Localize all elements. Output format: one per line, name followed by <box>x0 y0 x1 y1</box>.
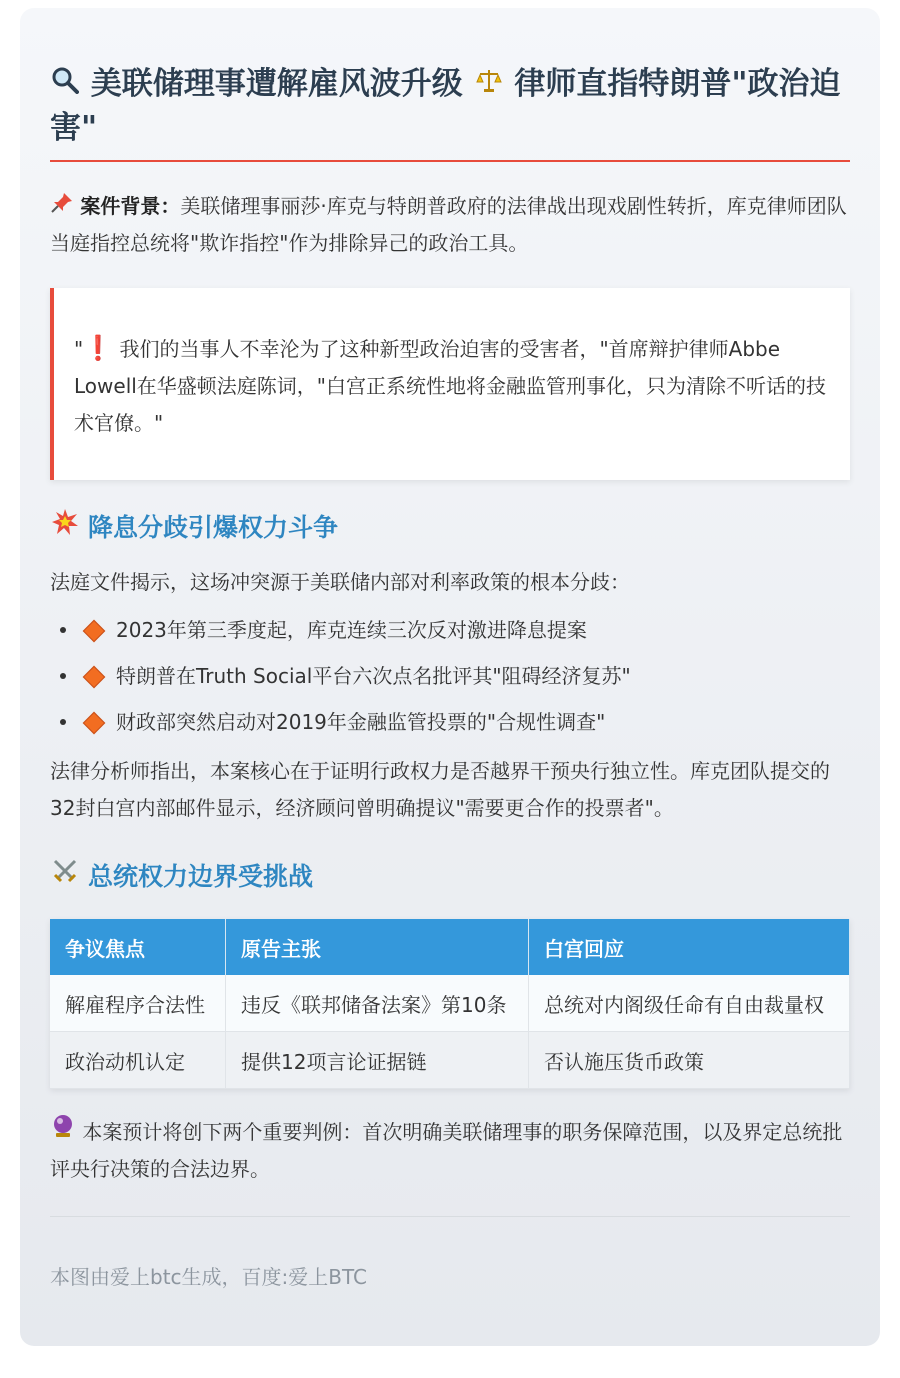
orange-diamond-icon <box>83 620 106 643</box>
table-header: 争议焦点 <box>50 919 226 975</box>
table-cell: 政治动机认定 <box>50 1032 226 1089</box>
table-header: 原告主张 <box>226 919 529 975</box>
quote-text: 我们的当事人不幸沦为了这种新型政治迫害的受害者，"首席辩护律师Abbe Lowell在华盛顿法庭陈词，"白宫正系统性地将金融监管刑事化，只为清除不听话的技术官僚。" <box>74 337 827 435</box>
table-header: 白宫回应 <box>529 919 850 975</box>
page-title <box>50 8 850 162</box>
magnifier-icon <box>50 62 80 106</box>
blockquote <box>50 288 850 480</box>
pushpin-icon <box>50 194 80 218</box>
intro-paragraph <box>50 188 850 262</box>
table-row <box>50 975 850 1032</box>
intro-text: 美联储理事丽莎·库克与特朗普政府的法律战出现戏剧性转折，库克律师团队当庭指控总统将"欺诈指控"作为排除异己的政治工具。 <box>50 194 847 255</box>
list-item-text: 2023年第三季度起，库克连续三次反对激进降息提案 <box>116 618 587 642</box>
list-item <box>86 661 850 691</box>
title-part2: 律师直指特朗普"政治迫害" <box>50 66 841 146</box>
section-heading-power <box>50 857 850 895</box>
quote-open-mark: " <box>74 337 84 361</box>
table-cell: 总统对内阁级任命有自由裁量权 <box>529 975 850 1032</box>
list-item <box>86 615 850 645</box>
list-item-text: 财政部突然启动对2019年金融监管投票的"合规性调查" <box>116 710 606 734</box>
section1-lead: 法庭文件揭示，这场冲突源于美联储内部对利率政策的根本分歧： <box>50 570 630 594</box>
crystal-ball-icon <box>50 1120 82 1144</box>
table-cell: 违反《联邦储备法案》第10条 <box>226 975 529 1032</box>
crossed-swords-icon <box>50 857 80 895</box>
outlook-paragraph <box>50 1113 850 1188</box>
section-heading-rate <box>50 508 850 546</box>
table-cell: 否认施压货币政策 <box>529 1032 850 1089</box>
footer-divider <box>50 1216 850 1217</box>
footer-note: 本图由爱上btc生成，百度:爱上BTC <box>50 1265 368 1289</box>
orange-diamond-icon <box>83 666 106 689</box>
bullet-list <box>50 615 850 737</box>
table-row <box>50 1032 850 1089</box>
section1-analysis: 法律分析师指出，本案核心在于证明行政权力是否越界干预央行独立性。库克团队提交的32封白宫内部邮件显示，经济顾问曾明确提议"需要更合作的投票者"。 <box>50 759 830 820</box>
comparison-table <box>50 919 850 1089</box>
intro-label: 案件背景： <box>80 194 181 218</box>
outlook-text: 本案预计将创下两个重要判例：首次明确美联储理事的职务保障范围，以及界定总统批评央行决策的合法边界。 <box>50 1120 843 1181</box>
table-cell: 解雇程序合法性 <box>50 975 226 1032</box>
table-cell: 提供12项言论证据链 <box>226 1032 529 1089</box>
orange-diamond-icon <box>83 712 106 735</box>
section2-title: 总统权力边界受挑战 <box>88 862 314 891</box>
table-header-row <box>50 919 850 975</box>
collision-icon <box>50 508 80 546</box>
scales-icon <box>474 62 504 106</box>
list-item <box>86 707 850 737</box>
list-item-text: 特朗普在Truth Social平台六次点名批评其"阻碍经济复苏" <box>116 664 631 688</box>
section1-title: 降息分歧引爆权力斗争 <box>88 513 339 542</box>
article-card <box>20 8 880 1346</box>
title-part1: 美联储理事遭解雇风波升级 <box>90 66 463 102</box>
exclamation-icon: ❗ <box>83 334 114 362</box>
